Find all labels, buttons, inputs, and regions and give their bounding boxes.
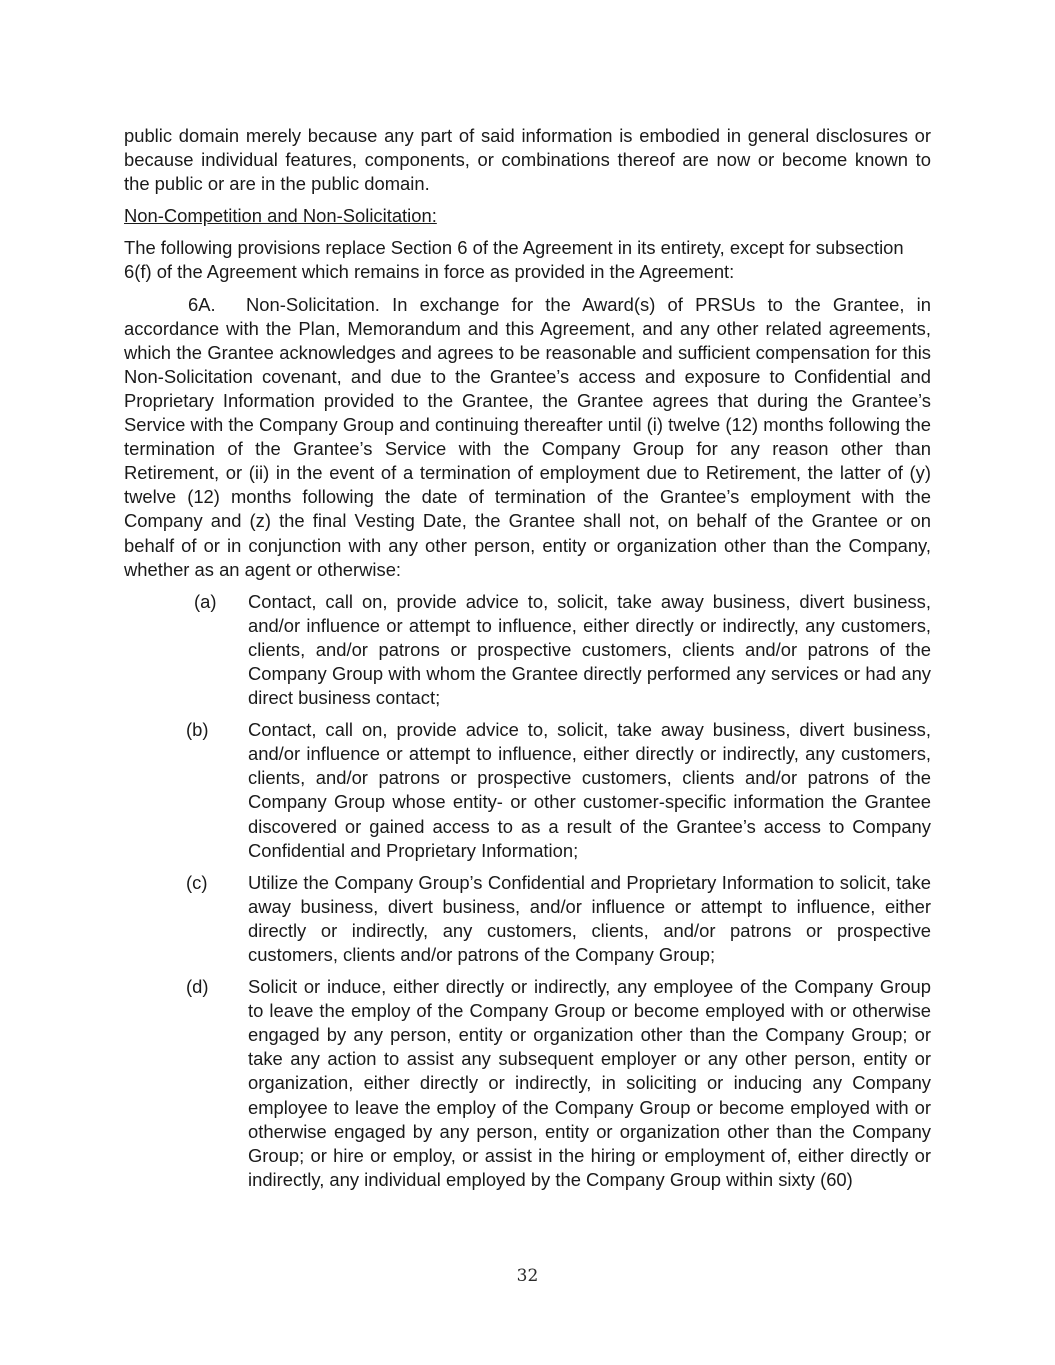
intro-paragraph: public domain merely because any part of said information is embodied in general disclosures or because individual features, components, or combinations thereof are now or become known to the public or are in the public domain.: [124, 125, 931, 195]
list-item-b: [124, 718, 931, 863]
section-6a-text: Non-Solicitation. In exchange for the Award(s) of PRSUs to the Grantee, in accordance with the Plan, Memorandum and this Agreement, and any other related agreements, which the Grantee acknowledges and agrees to be reasonable and sufficient compensation for this Non-Solicitation covenant, and due to the Grantee’s access and exposure to Confidential and Proprietary Information provided to the Grantee, the Grantee agrees that during the Grantee’s Service with the Company Group and continuing thereafter until (i) twelve (12) months following the termination of the Grantee’s Service with the Company Group for any reason other than Retirement, or (ii) in the event of a termination of employment due to Retirement, the latter of (y) twelve (12) months following the date of termination of the Grantee’s employment with the Company and (z) the final Vesting Date, the Grantee shall not, on behalf of the Grantee or on behalf of or in conjunction with any other person, entity or organization other than the Company, whether as an agent or otherwise:: [124, 293, 931, 580]
section-6a-number: 6A.: [188, 293, 216, 315]
page-number: 32: [516, 1266, 539, 1286]
replacement-paragraph: The following provisions replace Section 6 of the Agreement in its entirety, except for subsection 6(f) of the Agreement which remains in force as provided in the Agreement:: [124, 237, 904, 283]
document-page: [124, 124, 931, 1200]
list-item-text: Solicit or induce, either directly or indirectly, any employee of the Company Group to leave the employ of the Company Group or become employed with or otherwise engaged by any person, entity or organization other than the Company Group; or take any action to assist any subsequent employer or any other person, entity or organization, either directly or indirectly, in soliciting or inducing any Company employee to leave the employ of the Company Group or become employed with or otherwise engaged by any person, entity or organization other than the Company Group; or hire or employ, or assist in the hiring or employment of, either directly or indirectly, any individual employed by the Company Group within sixty (60): [248, 976, 931, 1190]
list-item-label: (b): [186, 719, 209, 741]
list-item-a: [124, 590, 931, 710]
list-item-c: [124, 871, 931, 967]
list-item-text: Contact, call on, provide advice to, solicit, take away business, divert business, and/or influence or attempt to influence, either directly or indirectly, any customers, clients, and/or patrons or prospective customers, clients and/or patrons of the Company Group whose entity- or other customer-specific information the Grantee discovered or gained access to as a result of the Grantee’s access to Company Confidential and Proprietary Information;: [248, 719, 931, 861]
list-item-text: Utilize the Company Group’s Confidential and Proprietary Information to solicit, take away business, divert business, and/or influence or attempt to influence, either directly or indirectly, any customers, clients, and/or patrons or prospective customers, clients and/or patrons of the Company Group;: [248, 871, 931, 965]
list-item-label: (c): [186, 871, 208, 893]
list-item-d: [124, 975, 931, 1192]
list-item-label: (d): [186, 976, 209, 998]
section-6a-paragraph: [124, 293, 931, 582]
section-heading: Non-Competition and Non-Solicitation:: [124, 205, 437, 227]
list-item-label: (a): [194, 590, 217, 612]
list-item-text: Contact, call on, provide advice to, solicit, take away business, divert business, and/or influence or attempt to influence, either directly or indirectly, any customers, clients, and/or patrons or prospective customers, clients and/or patrons of the Company Group with whom the Grantee directly performed any services or had any direct business contact;: [248, 590, 931, 709]
